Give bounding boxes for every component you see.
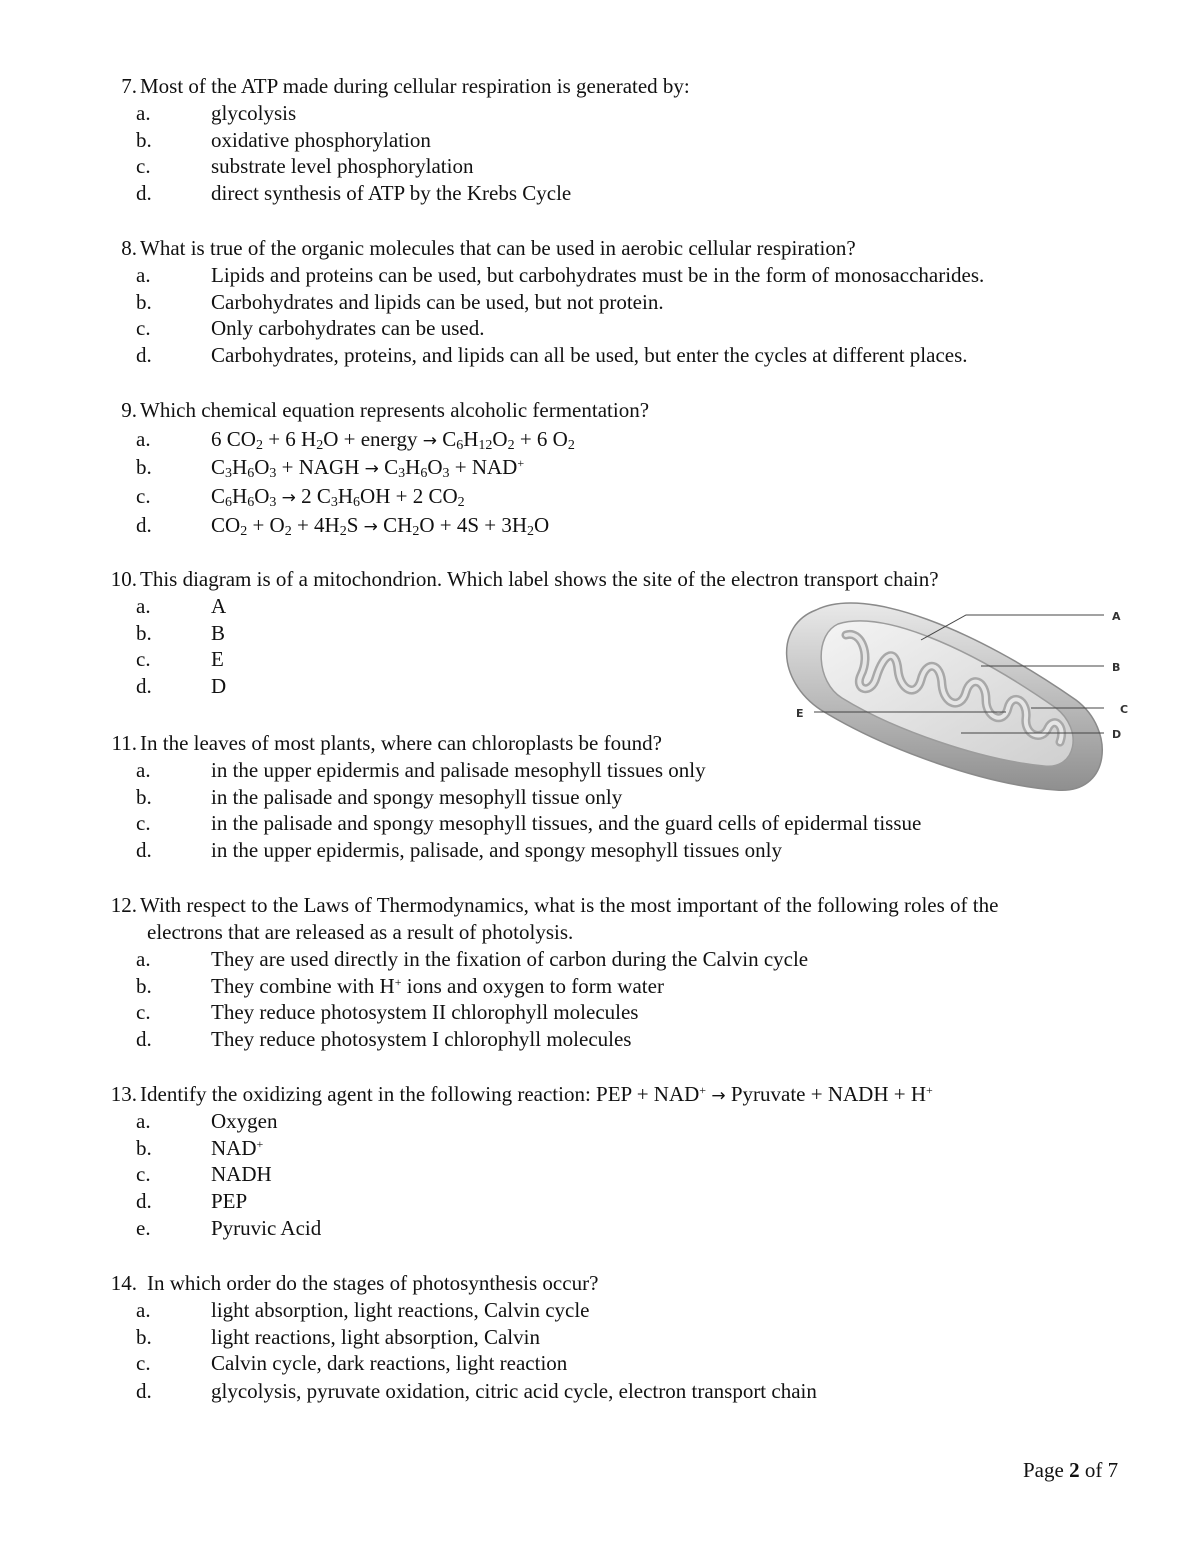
option bbox=[0, 262, 1200, 289]
option-text: substrate level phosphorylation bbox=[211, 154, 474, 178]
option-text: NAD+ bbox=[211, 1136, 264, 1160]
option bbox=[0, 757, 1200, 784]
option-text: They combine with H+ ions and oxygen to form water bbox=[211, 974, 664, 998]
option bbox=[0, 810, 1200, 837]
option-text: B bbox=[211, 621, 226, 645]
option bbox=[0, 1161, 1200, 1188]
option bbox=[0, 1324, 1200, 1351]
option bbox=[0, 512, 1200, 539]
option-text: in the palisade and spongy mesophyll tissue only bbox=[211, 785, 623, 809]
question-number: 14. bbox=[110, 1271, 137, 1295]
option-text: They reduce photosystem II chlorophyll molecules bbox=[211, 1000, 639, 1024]
option-text: in the upper epidermis, palisade, and spongy mesophyll tissues only bbox=[211, 838, 782, 862]
option-text: 6 $CO_2 + 6$ $H_2O$ + energy → $C_6H_{12}O_2 + 6$ $O_2$ bbox=[211, 427, 575, 453]
option-letter: c. bbox=[136, 484, 151, 508]
option bbox=[0, 1108, 1200, 1135]
option-text: in the upper epidermis and palisade mesophyll tissues only bbox=[211, 758, 706, 782]
option-text: light reactions, light absorption, Calvin bbox=[211, 1325, 540, 1349]
diagram-label-d: D bbox=[1112, 728, 1122, 741]
option bbox=[0, 289, 1200, 316]
option-letter: a. bbox=[136, 947, 151, 971]
question-number: 8. bbox=[121, 236, 137, 260]
option bbox=[0, 153, 1200, 180]
option-letter: c. bbox=[136, 1351, 151, 1375]
option bbox=[0, 315, 1200, 342]
option-text: NADH bbox=[211, 1162, 272, 1186]
option-letter: b. bbox=[136, 128, 152, 152]
option-letter: c. bbox=[136, 647, 151, 671]
option-letter: d. bbox=[136, 838, 152, 862]
option-letter: d. bbox=[136, 181, 152, 205]
option bbox=[0, 342, 1200, 369]
diagram-label-a: A bbox=[1112, 610, 1121, 623]
diagram-label-c: C bbox=[1120, 703, 1129, 716]
option-letter: d. bbox=[136, 343, 152, 367]
option-letter: e. bbox=[136, 1216, 151, 1240]
option-text: Carbohydrates, proteins, and lipids can all be used, but enter the cycles at different places. bbox=[211, 343, 968, 367]
option-text: $CO_2 + O_2 + 4H_2S \to CH_2O + 4S + 3H_2O$ bbox=[211, 513, 550, 539]
option-letter: b. bbox=[136, 621, 152, 645]
option-text: A bbox=[211, 594, 227, 618]
option bbox=[0, 1297, 1200, 1324]
option-text: E bbox=[211, 647, 224, 671]
question-number: 9. bbox=[121, 398, 137, 422]
option bbox=[0, 999, 1200, 1026]
option-text: Only carbohydrates can be used. bbox=[211, 316, 485, 340]
option bbox=[0, 973, 1200, 1000]
option-text: in the palisade and spongy mesophyll tissues, and the guard cells of epidermal tissue bbox=[211, 811, 922, 835]
option-letter: a. bbox=[136, 758, 151, 782]
diagram-label-e: E bbox=[796, 707, 804, 720]
option-letter: b. bbox=[136, 1136, 152, 1160]
option bbox=[0, 837, 1200, 864]
option bbox=[0, 426, 1200, 453]
option bbox=[0, 454, 1200, 481]
option-letter: d. bbox=[136, 1027, 152, 1051]
option-letter: a. bbox=[136, 594, 151, 618]
option-letter: a. bbox=[136, 101, 151, 125]
option bbox=[0, 1026, 1200, 1053]
page-word: Page bbox=[1023, 1458, 1064, 1482]
question-stem: With respect to the Laws of Thermodynamics, what is the most important of the following roles of the bbox=[140, 893, 999, 917]
question-stem: In the leaves of most plants, where can chloroplasts be found? bbox=[140, 731, 662, 755]
option-letter: a. bbox=[136, 1109, 151, 1133]
diagram-label-b: B bbox=[1112, 661, 1121, 674]
option-text: oxidative phosphorylation bbox=[211, 128, 431, 152]
option-text: light absorption, light reactions, Calvin cycle bbox=[211, 1298, 590, 1322]
option bbox=[0, 1135, 1200, 1162]
option-letter: b. bbox=[136, 455, 152, 479]
option-text: glycolysis bbox=[211, 101, 297, 125]
option-letter: c. bbox=[136, 1000, 151, 1024]
option bbox=[0, 1188, 1200, 1215]
page-footer bbox=[1023, 1458, 1118, 1483]
option-letter: c. bbox=[136, 154, 151, 178]
option bbox=[0, 127, 1200, 154]
question-number: 12. bbox=[110, 893, 137, 917]
option-letter: c. bbox=[136, 1162, 151, 1186]
question-stem: In which order do the stages of photosynthesis occur? bbox=[147, 1271, 599, 1295]
option-text: Lipids and proteins can be used, but carbohydrates must be in the form of monosaccharides. bbox=[211, 263, 985, 287]
question-stem-continued: electrons that are released as a result of photolysis. bbox=[147, 920, 574, 944]
option-letter: c. bbox=[136, 316, 151, 340]
option bbox=[0, 180, 1200, 207]
question-stem: Identify the oxidizing agent in the following reaction: PEP + NAD+ → Pyruvate + NADH + H+ bbox=[140, 1082, 933, 1106]
option-letter: b. bbox=[136, 785, 152, 809]
question-stem: Most of the ATP made during cellular respiration is generated by: bbox=[140, 74, 690, 98]
option-text: They reduce photosystem I chlorophyll molecules bbox=[211, 1027, 632, 1051]
option-text: Oxygen bbox=[211, 1109, 278, 1133]
question-stem: Which chemical equation represents alcoholic fermentation? bbox=[140, 398, 650, 422]
option-text: D bbox=[211, 674, 227, 698]
option-text: PEP bbox=[211, 1189, 248, 1213]
option-letter: c. bbox=[136, 811, 151, 835]
page-total: 7 bbox=[1107, 1458, 1119, 1482]
option bbox=[0, 946, 1200, 973]
option bbox=[0, 100, 1200, 127]
option bbox=[0, 483, 1200, 510]
question-number: 7. bbox=[121, 74, 137, 98]
question-number: 10. bbox=[110, 567, 137, 591]
option-text: Calvin cycle, dark reactions, light reaction bbox=[211, 1351, 568, 1375]
option-letter: a. bbox=[136, 1298, 151, 1322]
option-text: Carbohydrates and lipids can be used, but not protein. bbox=[211, 290, 664, 314]
page-current: 2 bbox=[1069, 1458, 1080, 1482]
option-letter: a. bbox=[136, 263, 151, 287]
option bbox=[0, 1350, 1200, 1377]
option bbox=[0, 784, 1200, 811]
of-word: of bbox=[1084, 1458, 1103, 1482]
option-text: Pyruvic Acid bbox=[211, 1216, 322, 1240]
option-text: direct synthesis of ATP by the Krebs Cycle bbox=[211, 181, 572, 205]
option bbox=[0, 1215, 1200, 1242]
option-letter: b. bbox=[136, 1325, 152, 1349]
option-text: $C_6H_6O_3 \to 2$ $C_3H_6OH + 2$ $CO_2$ bbox=[211, 484, 465, 510]
option-text: glycolysis, pyruvate oxidation, citric acid cycle, electron transport chain bbox=[211, 1379, 817, 1403]
option-letter: b. bbox=[136, 290, 152, 314]
question-stem: This diagram is of a mitochondrion. Which label shows the site of the electron transport chain? bbox=[140, 567, 939, 591]
question-number: 13. bbox=[110, 1082, 137, 1106]
question-stem: What is true of the organic molecules that can be used in aerobic cellular respiration? bbox=[140, 236, 856, 260]
option-letter: d. bbox=[136, 674, 152, 698]
option-text: $C_3H_6O_3$ + NAGH → $C_3H_6O_3 + NAD^+$ bbox=[211, 455, 525, 481]
question-number: 11. bbox=[111, 731, 137, 755]
option-letter: d. bbox=[136, 513, 152, 537]
option-letter: d. bbox=[136, 1379, 152, 1403]
option-letter: b. bbox=[136, 974, 152, 998]
option-letter: d. bbox=[136, 1189, 152, 1213]
option-letter: a. bbox=[136, 427, 151, 451]
option-text: They are used directly in the fixation of carbon during the Calvin cycle bbox=[211, 947, 809, 971]
option bbox=[0, 1378, 1200, 1405]
